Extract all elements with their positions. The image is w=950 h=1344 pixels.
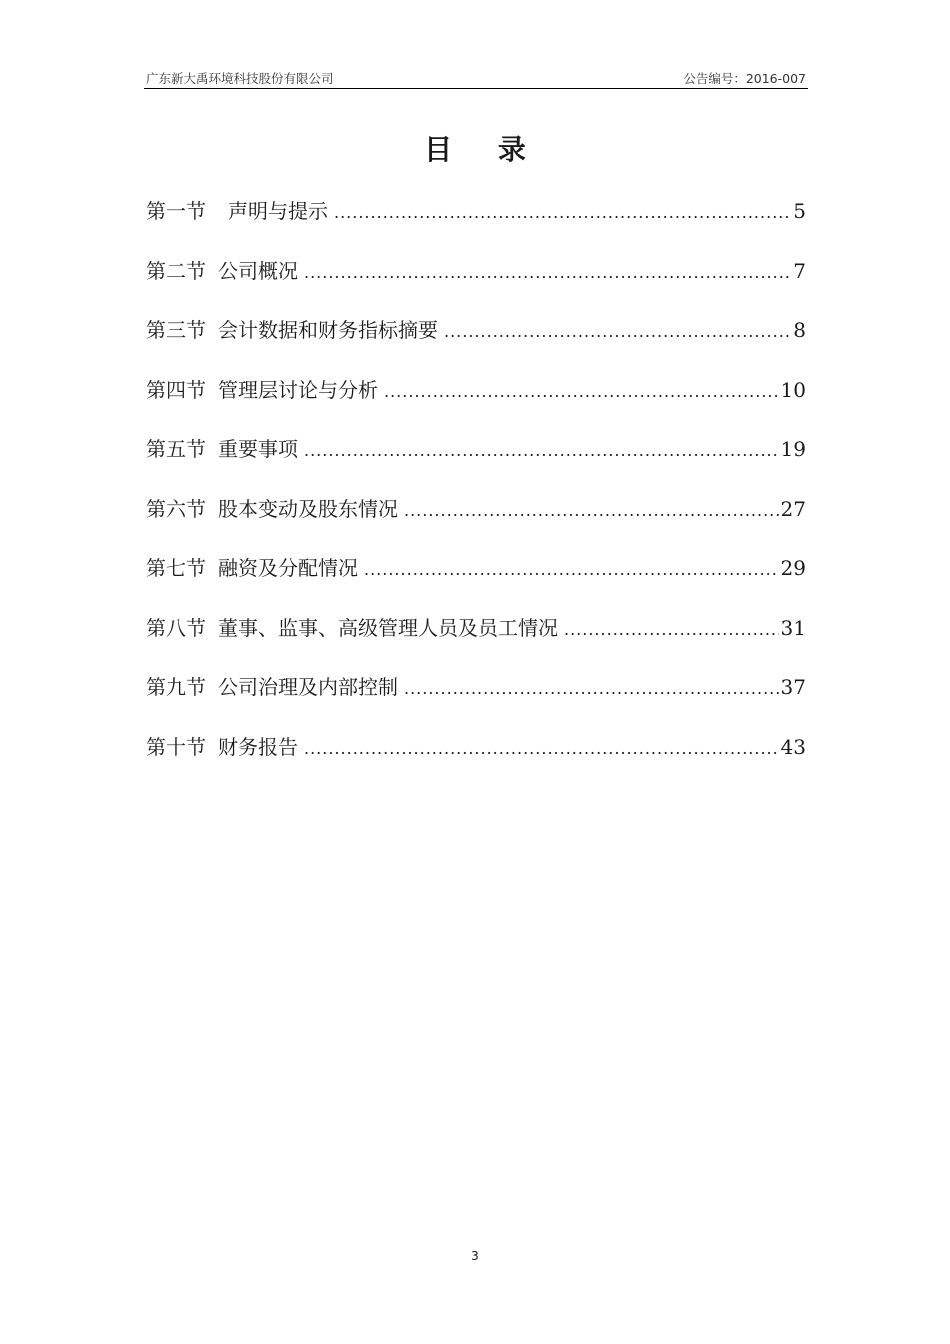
toc-page-number: 7 — [793, 258, 806, 283]
toc-leader-dots — [564, 616, 779, 644]
toc-page-number: 43 — [780, 734, 806, 759]
toc-entry[interactable] — [146, 257, 806, 317]
toc-page-number: 31 — [780, 615, 806, 640]
toc-entry-name: 股本变动及股东情况 — [218, 496, 398, 521]
toc-title: 目 录 — [424, 133, 544, 166]
toc-page-number: 19 — [780, 437, 806, 461]
toc-entry[interactable] — [146, 554, 806, 614]
toc-entry-name: 管理层讨论与分析 — [218, 377, 378, 402]
header-company-name: 广东新大禹环境科技股份有限公司 — [146, 71, 334, 86]
toc-entry[interactable] — [146, 435, 806, 495]
table-of-contents — [146, 197, 806, 792]
toc-page-number: 5 — [793, 199, 806, 223]
toc-entry[interactable] — [146, 316, 806, 376]
page-header — [144, 66, 808, 89]
toc-leader-dots — [304, 735, 779, 763]
toc-leader-dots — [334, 199, 791, 227]
toc-section: 第三节 — [146, 318, 206, 342]
toc-entry-name: 公司治理及内部控制 — [218, 675, 398, 699]
toc-leader-dots — [404, 675, 779, 703]
toc-entry-name: 声明与提示 — [228, 199, 328, 223]
toc-page-number: 37 — [780, 675, 806, 699]
toc-entry-name: 融资及分配情况 — [218, 556, 358, 580]
toc-entry[interactable] — [146, 733, 806, 793]
toc-section: 第八节 — [146, 615, 206, 640]
toc-leader-dots — [384, 378, 779, 406]
header-notice-number: 公告编号：2016-007 — [683, 71, 806, 86]
toc-page-number: 27 — [780, 496, 806, 521]
toc-entry[interactable] — [146, 197, 806, 257]
toc-entry-name: 会计数据和财务指标摘要 — [218, 318, 438, 342]
toc-leader-dots — [444, 318, 791, 346]
toc-leader-dots — [404, 497, 779, 525]
page-number: 3 — [471, 1249, 479, 1263]
toc-section: 第二节 — [146, 258, 206, 283]
toc-leader-dots — [304, 259, 791, 287]
toc-page-number: 10 — [780, 377, 806, 402]
toc-entry[interactable] — [146, 673, 806, 733]
toc-entry[interactable] — [146, 376, 806, 436]
toc-entry-name: 董事、监事、高级管理人员及员工情况 — [218, 615, 558, 640]
toc-section: 第九节 — [146, 675, 206, 699]
toc-section: 第六节 — [146, 496, 206, 521]
toc-section: 第七节 — [146, 556, 206, 580]
toc-section: 第一节 — [146, 199, 206, 223]
toc-section: 第五节 — [146, 437, 206, 461]
toc-page-number: 29 — [780, 556, 806, 580]
toc-entry-name: 公司概况 — [218, 258, 298, 283]
toc-page-number: 8 — [793, 318, 806, 342]
toc-leader-dots — [364, 556, 779, 584]
toc-entry-name: 重要事项 — [218, 437, 298, 461]
toc-entry-name: 财务报告 — [218, 734, 298, 759]
toc-entry[interactable] — [146, 614, 806, 674]
toc-leader-dots — [304, 437, 779, 465]
toc-entry[interactable] — [146, 495, 806, 555]
toc-section: 第四节 — [146, 377, 206, 402]
toc-section: 第十节 — [146, 734, 206, 759]
